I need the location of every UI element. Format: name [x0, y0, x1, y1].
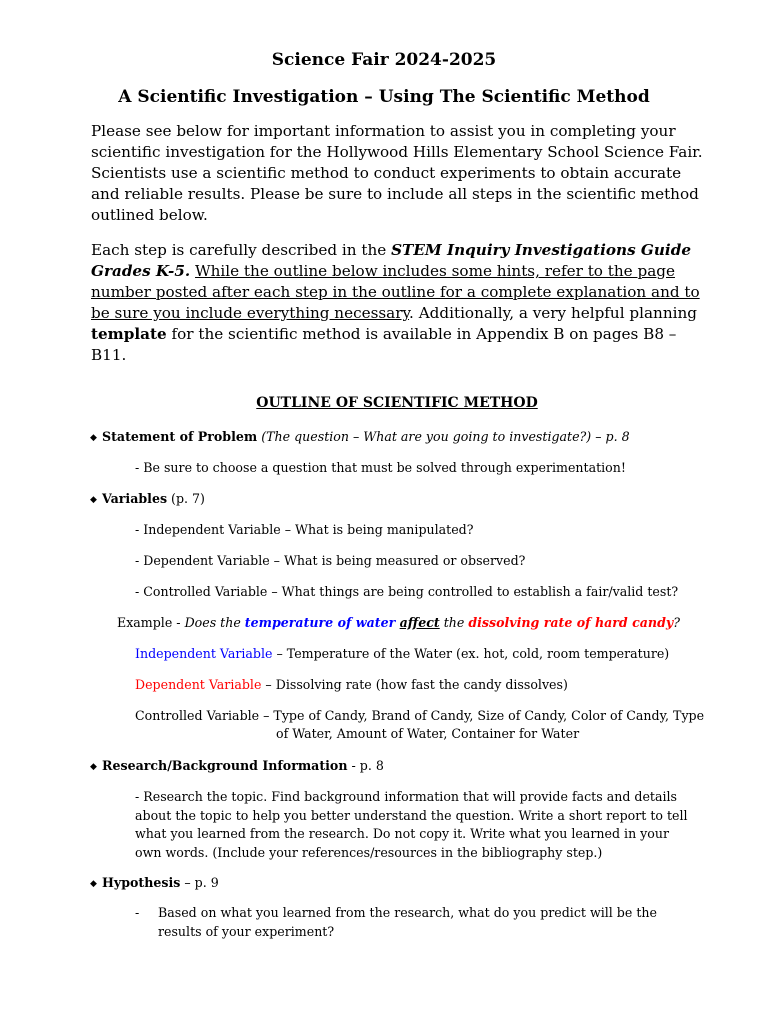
- example-q1: Does the: [184, 615, 245, 630]
- variables-page: (p. 7): [167, 491, 205, 506]
- example-controlled-line-2: of Water, Amount of Water, Container for Water: [276, 726, 580, 741]
- controlled-variable-line: - Controlled Variable – What things are being controlled to establish a fair/valid test?: [135, 584, 679, 599]
- diamond-bullet-icon: ◆: [90, 433, 97, 443]
- example-question: [117, 614, 680, 632]
- research-label: Research/Background Information: [102, 758, 348, 773]
- example-independent-phrase: temperature of water: [244, 615, 400, 630]
- hypothesis-page: – p. 9: [180, 875, 219, 890]
- example-independent-line: [135, 645, 669, 663]
- dependent-variable-line: - Dependent Variable – What is being measured or observed?: [135, 553, 526, 568]
- bullet-variables: [90, 490, 205, 509]
- example-q6: ?: [673, 615, 680, 630]
- intro-p2-underlined: While the outline below includes some hints, refer to the page number posted after each step in the outline for a complete explanation and to be sure you include everything necessary: [91, 262, 700, 322]
- research-page: - p. 8: [347, 758, 384, 773]
- diamond-bullet-icon: ◆: [90, 879, 97, 889]
- intro-p2-end: for the scientific method is available in Appendix B on pages B8 – B11.: [91, 325, 677, 364]
- intro-paragraph-1: Please see below for important information to assist you in completing your scientific investigation for the Hollywood Hills Elementary School Science Fair. Scientists use a scientific method to conduct experiments to obtain accurate and reliable results. Please be sure to include all steps in the scientific method outlined below.: [91, 122, 703, 224]
- bullet-hypothesis: [90, 874, 219, 893]
- intro-paragraph-2: [91, 240, 706, 366]
- research-text: - Research the topic. Find background information that will provide facts and details about the topic to help you better understand the question. Write a short report to tell what you learned from the research. Do not copy it. Write what you learned in your own words. (Include your references/resources in the bibliography step.): [135, 789, 688, 860]
- diamond-bullet-icon: ◆: [90, 495, 97, 505]
- example-dv-label: Dependent Variable: [135, 677, 262, 692]
- example-dependent-line: [135, 676, 568, 694]
- problem-note: - Be sure to choose a question that must be solved through experimentation!: [135, 460, 626, 475]
- bullet-research: [90, 757, 384, 776]
- variables-label: Variables: [102, 491, 168, 506]
- hypothesis-dash: -: [135, 905, 140, 920]
- hypothesis-label: Hypothesis: [102, 875, 181, 890]
- page-subtitle: A Scientific Investigation – Using The Scientific Method: [118, 87, 650, 107]
- example-affect: affect: [399, 615, 440, 630]
- intro-p2-start: Each step is carefully described in the: [91, 241, 392, 259]
- example-q4: the: [439, 615, 469, 630]
- intro-p2-mid: . Additionally, a very helpful planning: [409, 304, 697, 322]
- problem-detail: (The question – What are you going to investigate?) – p. 8: [257, 429, 630, 444]
- example-lead: Example -: [117, 615, 185, 630]
- example-controlled-line-1: Controlled Variable – Type of Candy, Brand of Candy, Size of Candy, Color of Candy, Type: [135, 708, 705, 723]
- example-iv-text: – Temperature of the Water (ex. hot, cold, room temperature): [272, 646, 670, 661]
- diamond-bullet-icon: ◆: [90, 762, 97, 772]
- example-dependent-phrase: dissolving rate of hard candy: [468, 615, 674, 630]
- problem-label: Statement of Problem: [102, 429, 258, 444]
- example-dv-text: – Dissolving rate (how fast the candy dissolves): [261, 677, 568, 692]
- independent-variable-line: - Independent Variable – What is being manipulated?: [135, 522, 474, 537]
- bullet-statement-of-problem: [90, 428, 630, 447]
- example-iv-label: Independent Variable: [135, 646, 273, 661]
- template-word: template: [91, 325, 167, 343]
- hypothesis-text: Based on what you learned from the research, what do you predict will be the results of your experiment?: [158, 905, 657, 939]
- page-title: Science Fair 2024-2025: [271, 50, 497, 70]
- outline-heading: OUTLINE OF SCIENTIFIC METHOD: [256, 395, 538, 411]
- stem-guide-title: STEM Inquiry Investigations Guide Grades K-5.: [91, 241, 691, 280]
